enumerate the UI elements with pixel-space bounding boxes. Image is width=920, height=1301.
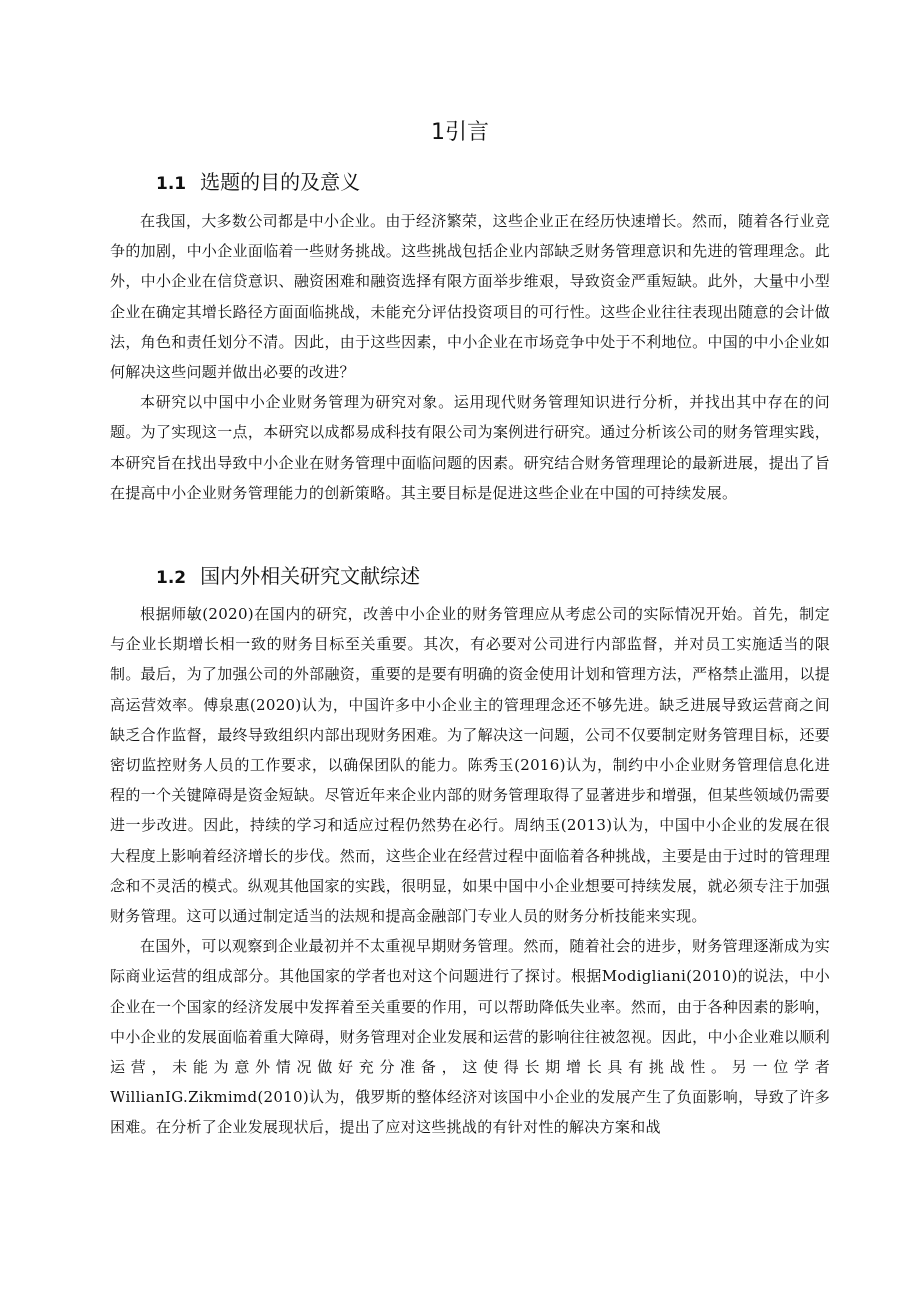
section-number: 1.1 <box>156 174 187 194</box>
section-heading-1-2 <box>156 562 420 592</box>
section-title: 选题的目的及意义 <box>200 170 361 194</box>
section-title: 国内外相关研究文献综述 <box>200 564 421 588</box>
section-body-1-2 <box>110 599 830 1143</box>
paragraph: 根据师敏(2020)在国内的研究，改善中小企业的财务管理应从考虑公司的实际情况开始。首先，制定与企业长期增长相一致的财务目标至关重要。其次，有必要对公司进行内部监督，并对员工实施适当的限制。最后，为了加强公司的外部融资，重要的是要有明确的资金使用计划和管理方法，严格禁止滥用，以提高运营效率。傅泉惠(2020)认为，中国许多中小企业主的管理理念还不够先进。缺乏进展导致运营商之间缺乏合作监督，最终导致组织内部出现财务困难。为了解决这一问题，公司不仅要制定财务管理目标，还要密切监控财务人员的工作要求，以确保团队的能力。陈秀玉(2016)认为，制约中小企业财务管理信息化进程的一个关键障碍是资金短缺。尽管近年来企业内部的财务管理取得了显著进步和增强，但某些领域仍需要进一步改进。因此，持续的学习和适应过程仍然势在必行。周纳玉(2013)认为，中国中小企业的发展在很大程度上影响着经济增长的步伐。然而，这些企业在经营过程中面临着各种挑战，主要是由于过时的管理理念和不灵活的模式。纵观其他国家的实践，很明显，如果中国中小企业想要可持续发展，就必须专注于加强财务管理。这可以通过制定适当的法规和提高金融部门专业人员的财务分析技能来实现。 <box>110 605 830 926</box>
section-heading-1-1 <box>156 168 360 198</box>
chapter-title: 1引言 <box>431 120 489 145</box>
section-number: 1.2 <box>156 568 187 588</box>
section-body-1-1 <box>110 206 830 508</box>
paragraph: 在国外，可以观察到企业最初并不太重视早期财务管理。然而，随着社会的进步，财务管理逐渐成为实际商业运营的组成部分。其他国家的学者也对这个问题进行了探讨。根据Modigliani(2010)的说法，中小企业在一个国家的经济发展中发挥着至关重要的作用，可以帮助降低失业率。然而，由于各种因素的影响，中小企业的发展面临着重大障碍，财务管理对企业发展和运营的影响往往被忽视。因此，中小企业难以顺利运营，未能为意外情况做好充分准备，这使得长期增长具有挑战性。另一位学者WillianIG.Zikmimd(2010)认为，俄罗斯的整体经济对该国中小企业的发展产生了负面影响，导致了许多困难。在分析了企业发展现状后，提出了应对这些挑战的有针对性的解决方案和战 <box>110 937 830 1137</box>
paragraph: 在我国，大多数公司都是中小企业。由于经济繁荣，这些企业正在经历快速增长。然而，随着各行业竞争的加剧，中小企业面临着一些财务挑战。这些挑战包括企业内部缺乏财务管理意识和先进的管理理念。此外，中小企业在信贷意识、融资困难和融资选择有限方面举步维艰，导致资金严重短缺。此外，大量中小型企业在确定其增长路径方面面临挑战，未能充分评估投资项目的可行性。这些企业往往表现出随意的会计做法，角色和责任划分不清。因此，由于这些因素，中小企业在市场竞争中处于不利地位。中国的中小企业如何解决这些问题并做出必要的改进？ <box>110 212 830 382</box>
paragraph: 本研究以中国中小企业财务管理为研究对象。运用现代财务管理知识进行分析，并找出其中存在的问题。为了实现这一点，本研究以成都易成科技有限公司为案例进行研究。通过分析该公司的财务管理实践，本研究旨在找出导致中小企业在财务管理中面临问题的因素。研究结合财务管理理论的最新进展，提出了旨在提高中小企业财务管理能力的创新策略。其主要目标是促进这些企业在中国的可持续发展。 <box>110 393 830 502</box>
